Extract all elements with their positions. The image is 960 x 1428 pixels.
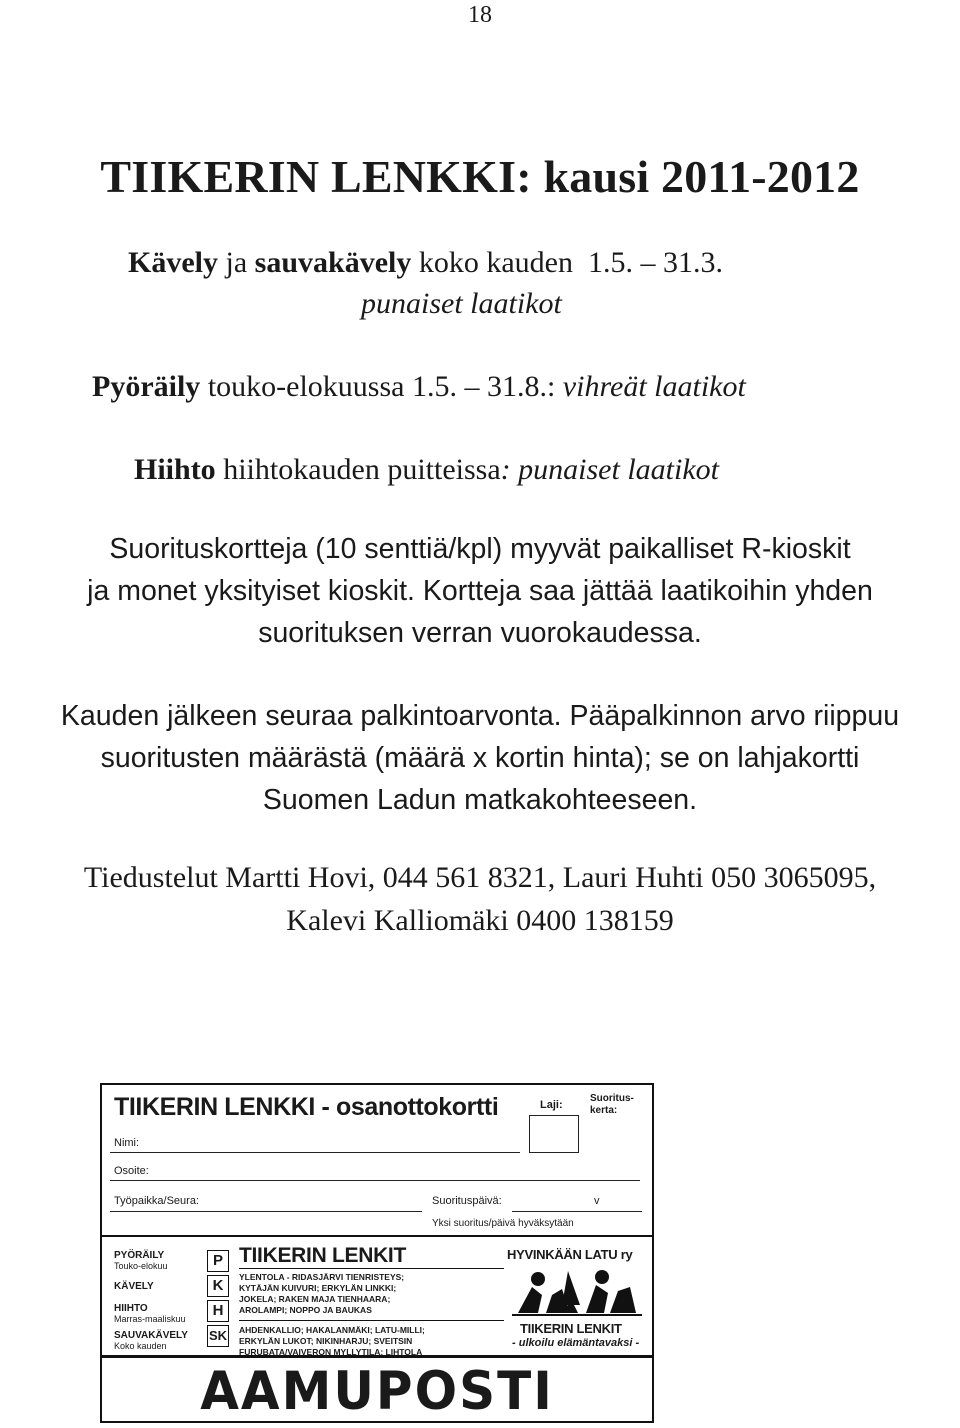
walking-period: koko kauden 1.5. – 31.3.	[411, 246, 723, 279]
tiger-logo-icon	[512, 1265, 642, 1317]
skiing-label: Hiihto	[134, 453, 216, 486]
sport-label-walking: KÄVELY	[114, 1281, 154, 1292]
paragraph-line: suorituksen verran vuorokaudessa.	[258, 617, 702, 649]
osoite-line	[110, 1180, 640, 1181]
cycling-line	[92, 370, 746, 404]
cycling-colon: :	[546, 370, 563, 403]
skiing-colon: :	[500, 453, 519, 486]
route-group-2: AHDENKALLIO; HAKALANMÄKI; LATU-MILLI; ERKYLÄN LUKOT; NIKINHARJU; SVEITSIN FURUBATA/VAIVERON MYLLYTILA; LIHTOLA	[239, 1325, 425, 1357]
cycling-period: touko-elokuussa 1.5. – 31.8.	[200, 370, 547, 403]
laji-box	[529, 1115, 579, 1153]
skiing-line	[134, 453, 719, 487]
contact-line: Tiedustelut Martti Hovi, 044 561 8321, Lauri Huhti 050 3065095,	[83, 861, 877, 894]
osoite-label: Osoite:	[114, 1165, 149, 1177]
route-separator	[239, 1268, 504, 1269]
club-name: HYVINKÄÄN LATU ry	[507, 1247, 633, 1262]
walking-line	[128, 246, 723, 280]
sponsor-bar	[102, 1355, 652, 1421]
sport-label-cycling: PYÖRÄILY Touko-elokuu	[114, 1250, 168, 1271]
paragraph-line: ja monet yksityiset kioskit. Kortteja saa jättää laatikoihin yhden	[87, 575, 873, 607]
laji-label: Laji:	[540, 1099, 563, 1111]
cycling-label: Pyöräily	[92, 370, 201, 403]
contact-paragraph	[0, 856, 960, 942]
nimi-line	[110, 1152, 520, 1153]
route-separator	[239, 1320, 504, 1321]
page-title: TIIKERIN LENKKI: kausi 2011-2012	[100, 151, 860, 202]
suorituspaiva-label: Suorituspäivä:	[432, 1195, 502, 1207]
card-divider	[102, 1235, 652, 1237]
letter-box-k: K	[207, 1275, 229, 1297]
lenkit-title: TIIKERIN LENKIT	[239, 1244, 406, 1267]
suorituskerta-label: Suoritus- kerta:	[590, 1093, 634, 1116]
logo-slogan: - ulkoilu elämäntavaksi -	[512, 1337, 640, 1349]
logo-title: TIIKERIN LENKIT	[520, 1321, 622, 1336]
participation-card	[100, 1083, 654, 1423]
sport-label-nordic-walking: SAUVAKÄVELY Koko kauden	[114, 1330, 188, 1351]
rule-note: Yksi suoritus/päivä hyväksytään	[432, 1218, 574, 1229]
walking-connector: ja	[218, 246, 255, 279]
skiing-color-note: punaiset laatikot	[518, 453, 719, 486]
paragraph-line: Kauden jälkeen seuraa palkintoarvonta. Pääpalkinnon arvo riippuu	[60, 700, 900, 732]
suorituspaiva-suffix: v	[594, 1195, 600, 1207]
route-group-1: YLENTOLA - RIDASJÄRVI TIENRISTEYS; KYTÄJÄN KUIVURI; ERKYLÄN LINKKI; JOKELA; RAKEN MAJA TIENHAARA; AROLAMPI; NOPPO JA BAUKAS	[239, 1272, 405, 1315]
nimi-label: Nimi:	[114, 1137, 140, 1149]
letter-box-h: H	[207, 1300, 229, 1322]
paragraph-line: Suorituskortteja (10 senttiä/kpl) myyvät paikalliset R-kioskit	[109, 533, 851, 565]
tyopaikka-line	[110, 1211, 422, 1212]
nordic-walking-label: sauvakävely	[254, 246, 412, 279]
sponsor-name: AAMUPOSTI	[200, 1360, 554, 1422]
paragraph-line: suoritusten määrästä (määrä x kortin hinta); se on lahjakortti	[100, 742, 860, 774]
tyopaikka-label: Työpaikka/Seura:	[114, 1195, 199, 1207]
card-title: TIIKERIN LENKKI - osanottokortti	[114, 1093, 499, 1121]
letter-box-p: P	[207, 1250, 229, 1272]
paragraph-line: Suomen Ladun matkakohteeseen.	[262, 784, 698, 816]
card-sales-paragraph	[0, 528, 960, 654]
walking-color-note: punaiset laatikot	[361, 287, 562, 320]
prize-paragraph	[0, 695, 960, 821]
letter-box-sk: SK	[207, 1325, 229, 1347]
sport-label-skiing: HIIHTO Marras-maaliskuu	[114, 1303, 186, 1324]
page-number: 18	[468, 2, 492, 28]
contact-line: Kalevi Kalliomäki 0400 138159	[286, 904, 674, 937]
cycling-color-note: vihreät laatikot	[562, 370, 746, 403]
skiing-period: hiihtokauden puitteissa	[215, 453, 501, 486]
suorituspaiva-line	[512, 1211, 642, 1212]
walking-label: Kävely	[128, 246, 218, 279]
